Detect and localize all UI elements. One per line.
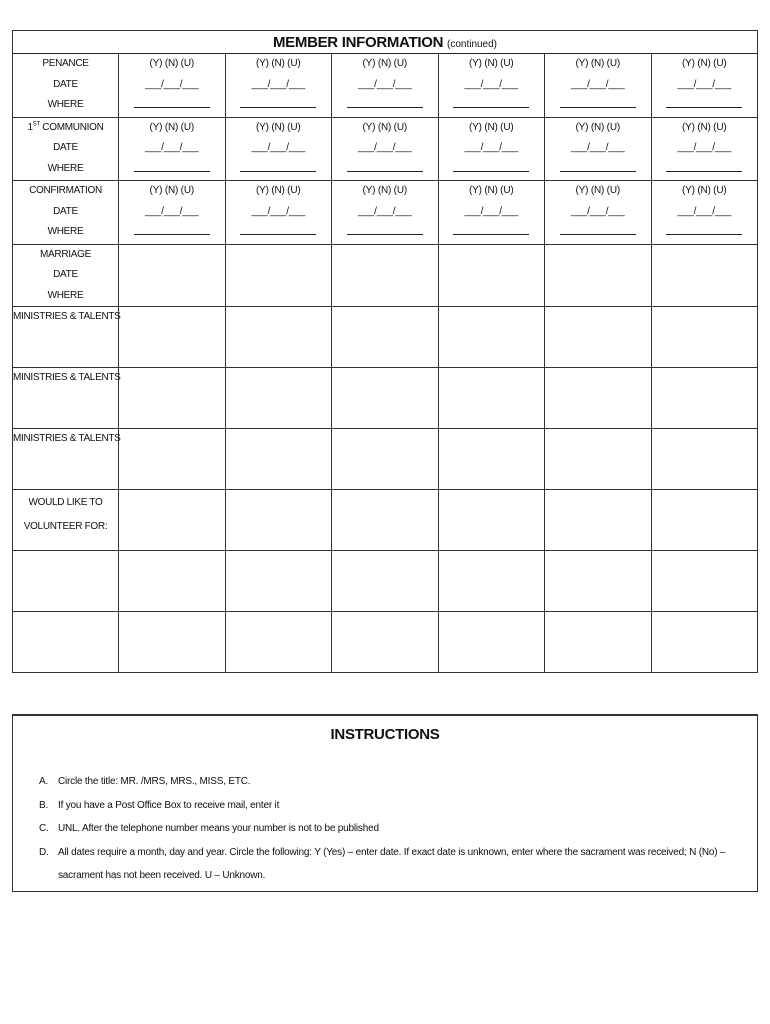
entry-cell[interactable] <box>332 429 439 490</box>
yes-no-unknown-options[interactable]: (Y) (N) (U) <box>362 58 407 69</box>
instruction-letter: D. <box>39 846 49 858</box>
entry-cell[interactable] <box>119 429 226 490</box>
sacrament-entry-cell[interactable] <box>225 117 332 181</box>
entry-cell[interactable] <box>438 368 545 429</box>
entry-cell[interactable] <box>332 307 439 368</box>
date-blank[interactable]: ___/___/___ <box>464 205 518 217</box>
entry-cell[interactable] <box>119 490 226 551</box>
entry-cell[interactable] <box>651 307 758 368</box>
sacrament-label-line: DATE <box>53 78 78 90</box>
sacrament-entry-cell[interactable] <box>438 54 545 118</box>
instruction-text: UNL. After the telephone number means your number is not to be published <box>58 823 379 834</box>
entry-cell[interactable] <box>651 490 758 551</box>
where-blank[interactable] <box>226 222 332 244</box>
instructions-list <box>39 770 744 888</box>
sacrament-label <box>13 54 119 118</box>
yes-no-unknown-options[interactable]: (Y) (N) (U) <box>575 185 620 196</box>
entry-cell[interactable] <box>225 244 332 307</box>
marriage-label <box>13 244 119 307</box>
where-blank[interactable] <box>545 95 651 117</box>
entry-cell[interactable] <box>332 244 439 307</box>
blank-label-cell <box>13 612 119 673</box>
where-blank[interactable] <box>332 95 438 117</box>
where-blank[interactable] <box>226 95 332 117</box>
entry-cell[interactable] <box>545 368 652 429</box>
entry-cell[interactable] <box>438 429 545 490</box>
entry-cell[interactable] <box>651 244 758 307</box>
where-blank[interactable] <box>439 95 545 117</box>
sacrament-row <box>13 181 758 245</box>
date-blank[interactable]: ___/___/___ <box>464 78 518 90</box>
entry-cell[interactable] <box>225 551 332 612</box>
instruction-text: Circle the title: MR. /MRS, MRS., MISS, ETC. <box>58 776 251 787</box>
entry-cell[interactable] <box>119 368 226 429</box>
where-blank[interactable] <box>332 159 438 181</box>
marriage-row <box>13 244 758 307</box>
yes-no-unknown-options[interactable]: (Y) (N) (U) <box>149 185 194 196</box>
entry-cell[interactable] <box>438 307 545 368</box>
date-blank[interactable]: ___/___/___ <box>677 142 731 153</box>
yes-no-unknown-options[interactable]: (Y) (N) (U) <box>682 185 727 196</box>
volunteer-label <box>13 490 119 551</box>
entry-cell[interactable] <box>225 612 332 673</box>
date-blank[interactable]: ___/___/___ <box>251 142 305 153</box>
where-line <box>240 95 316 108</box>
date-blank[interactable]: ___/___/___ <box>358 142 412 153</box>
date-blank[interactable]: ___/___/___ <box>571 142 625 153</box>
date-blank[interactable]: ___/___/___ <box>571 78 625 90</box>
entry-cell[interactable] <box>332 368 439 429</box>
instruction-item <box>39 794 744 818</box>
yes-no-unknown-options[interactable]: (Y) (N) (U) <box>682 58 727 69</box>
sacrament-entry-cell[interactable] <box>225 54 332 118</box>
volunteer-row <box>13 490 758 551</box>
instructions-box <box>12 714 758 892</box>
where-line <box>560 222 636 235</box>
sacrament-entry-cell[interactable] <box>332 181 439 245</box>
yes-no-unknown-options[interactable]: (Y) (N) (U) <box>575 121 620 133</box>
where-blank[interactable] <box>545 222 651 244</box>
date-blank[interactable]: ___/___/___ <box>145 205 199 217</box>
sacrament-entry-cell[interactable] <box>545 181 652 245</box>
blank-row <box>13 612 758 673</box>
sacrament-entry-cell[interactable] <box>225 181 332 245</box>
entry-cell[interactable] <box>438 612 545 673</box>
blank-label-cell <box>13 551 119 612</box>
ministries-row <box>13 307 758 368</box>
sacrament-entry-cell[interactable] <box>545 117 652 181</box>
where-blank[interactable] <box>652 222 758 244</box>
where-line <box>134 159 210 172</box>
date-blank[interactable]: ___/___/___ <box>571 205 625 217</box>
where-blank[interactable] <box>545 159 651 181</box>
entry-cell[interactable] <box>545 429 652 490</box>
where-blank[interactable] <box>119 95 225 117</box>
where-line <box>347 222 423 235</box>
where-blank[interactable] <box>652 95 758 117</box>
sacrament-label <box>13 181 119 245</box>
entry-cell[interactable] <box>545 490 652 551</box>
where-blank[interactable] <box>119 222 225 244</box>
sacrament-entry-cell[interactable] <box>651 117 758 181</box>
instruction-letter: B. <box>39 799 49 811</box>
sacrament-entry-cell[interactable] <box>332 117 439 181</box>
ministries-label <box>13 307 119 368</box>
sacrament-entry-cell[interactable] <box>651 181 758 245</box>
entry-cell[interactable] <box>225 429 332 490</box>
date-blank[interactable]: ___/___/___ <box>251 78 305 90</box>
where-blank[interactable] <box>439 222 545 244</box>
date-blank[interactable]: ___/___/___ <box>677 78 731 90</box>
where-line <box>134 222 210 235</box>
where-line <box>453 159 529 172</box>
marriage-label-line: MARRIAGE <box>40 248 91 260</box>
ministries-row <box>13 368 758 429</box>
where-line <box>134 95 210 108</box>
yes-no-unknown-options[interactable]: (Y) (N) (U) <box>256 121 301 133</box>
where-blank[interactable] <box>332 222 438 244</box>
sacrament-entry-cell[interactable] <box>545 54 652 118</box>
sacrament-entry-cell[interactable] <box>119 54 226 118</box>
sacrament-entry-cell[interactable] <box>438 181 545 245</box>
volunteer-label-line-1: WOULD LIKE TO <box>28 497 103 508</box>
yes-no-unknown-options[interactable]: (Y) (N) (U) <box>575 58 620 69</box>
sacrament-entry-cell[interactable] <box>651 54 758 118</box>
entry-cell[interactable] <box>225 307 332 368</box>
where-line <box>666 159 742 172</box>
volunteer-label-line-2: VOLUNTEER FOR: <box>23 520 108 532</box>
where-blank[interactable] <box>439 159 545 181</box>
entry-cell[interactable] <box>332 490 439 551</box>
entry-cell[interactable] <box>651 429 758 490</box>
instruction-text: All dates require a month, day and year. Circle the following: Y (Yes) – enter date. If exact date is unknown, enter where the sacrament was received; N (No) – sacrament has not been received. U – Unknown. <box>58 846 726 881</box>
entry-cell[interactable] <box>119 612 226 673</box>
entry-cell[interactable] <box>651 612 758 673</box>
yes-no-unknown-options[interactable]: (Y) (N) (U) <box>362 185 407 196</box>
sacrament-label <box>13 117 119 181</box>
yes-no-unknown-options[interactable]: (Y) (N) (U) <box>149 58 194 69</box>
sacrament-entry-cell[interactable] <box>332 54 439 118</box>
date-blank[interactable]: ___/___/___ <box>358 78 412 90</box>
date-blank[interactable]: ___/___/___ <box>145 142 199 153</box>
instruction-letter: C. <box>39 823 49 834</box>
entry-cell[interactable] <box>545 307 652 368</box>
where-line <box>240 159 316 172</box>
yes-no-unknown-options[interactable]: (Y) (N) (U) <box>256 185 301 196</box>
date-blank[interactable]: ___/___/___ <box>358 205 412 217</box>
entry-cell[interactable] <box>225 368 332 429</box>
where-line <box>560 95 636 108</box>
entry-cell[interactable] <box>438 490 545 551</box>
where-line <box>347 95 423 108</box>
sacrament-entry-cell[interactable] <box>119 181 226 245</box>
sacrament-label-line: CONFIRMATION <box>29 185 102 196</box>
date-blank[interactable]: ___/___/___ <box>251 205 305 217</box>
marriage-date-label: DATE <box>53 269 78 280</box>
ministries-label <box>13 429 119 490</box>
yes-no-unknown-options[interactable]: (Y) (N) (U) <box>469 58 514 69</box>
entry-cell[interactable] <box>545 612 652 673</box>
sacrament-row <box>13 54 758 118</box>
date-blank[interactable]: ___/___/___ <box>464 142 518 153</box>
yes-no-unknown-options[interactable]: (Y) (N) (U) <box>256 58 301 69</box>
where-line <box>453 95 529 108</box>
where-line <box>240 222 316 235</box>
where-line <box>347 159 423 172</box>
sacrament-label-line: WHERE <box>47 162 84 174</box>
entry-cell[interactable] <box>651 368 758 429</box>
entry-cell[interactable] <box>438 244 545 307</box>
entry-cell[interactable] <box>119 551 226 612</box>
ministries-label <box>13 368 119 429</box>
where-blank[interactable] <box>226 159 332 181</box>
where-blank[interactable] <box>119 159 225 181</box>
where-line <box>666 222 742 235</box>
entry-cell[interactable] <box>651 551 758 612</box>
instruction-item <box>39 841 744 888</box>
entry-cell[interactable] <box>119 307 226 368</box>
entry-cell[interactable] <box>332 551 439 612</box>
where-line <box>560 159 636 172</box>
date-blank[interactable]: ___/___/___ <box>145 78 199 90</box>
sacrament-label-line: DATE <box>53 142 78 153</box>
sacrament-entry-cell[interactable] <box>119 117 226 181</box>
ministries-label-text: MINISTRIES & TALENTS <box>13 433 121 444</box>
ministries-label-text: MINISTRIES & TALENTS <box>13 372 121 383</box>
yes-no-unknown-options[interactable]: (Y) (N) (U) <box>469 185 514 196</box>
entry-cell[interactable] <box>119 244 226 307</box>
entry-cell[interactable] <box>225 490 332 551</box>
form-title-note: (continued) <box>446 38 498 50</box>
where-line <box>666 95 742 108</box>
sacrament-label-line: 1ST COMMUNION <box>27 121 104 133</box>
sacrament-label-line: DATE <box>53 205 78 217</box>
sacrament-label-line: WHERE <box>47 226 84 237</box>
sacrament-label-line: WHERE <box>47 99 84 110</box>
marriage-where-label: WHERE <box>47 289 84 301</box>
member-information-table <box>12 30 758 673</box>
sacrament-entry-cell[interactable] <box>438 117 545 181</box>
form-title <box>13 31 758 54</box>
entry-cell[interactable] <box>332 612 439 673</box>
instruction-text: If you have a Post Office Box to receive mail, enter it <box>58 799 280 811</box>
instruction-letter: A. <box>39 776 49 787</box>
ministries-row <box>13 429 758 490</box>
instruction-item <box>39 770 744 794</box>
where-line <box>453 222 529 235</box>
date-blank[interactable]: ___/___/___ <box>677 205 731 217</box>
sacrament-row <box>13 117 758 181</box>
ministries-label-text: MINISTRIES & TALENTS <box>13 311 121 322</box>
blank-row <box>13 551 758 612</box>
sacrament-label-line: PENANCE <box>42 58 89 69</box>
instruction-item <box>39 817 744 841</box>
yes-no-unknown-options[interactable]: (Y) (N) (U) <box>682 121 727 133</box>
entry-cell[interactable] <box>545 244 652 307</box>
entry-cell[interactable] <box>545 551 652 612</box>
entry-cell[interactable] <box>438 551 545 612</box>
yes-no-unknown-options[interactable]: (Y) (N) (U) <box>149 121 194 133</box>
yes-no-unknown-options[interactable]: (Y) (N) (U) <box>469 121 514 133</box>
yes-no-unknown-options[interactable]: (Y) (N) (U) <box>362 121 407 133</box>
form-title-text: MEMBER INFORMATION <box>272 33 444 51</box>
where-blank[interactable] <box>652 159 758 181</box>
instructions-title: INSTRUCTIONS <box>330 726 440 743</box>
